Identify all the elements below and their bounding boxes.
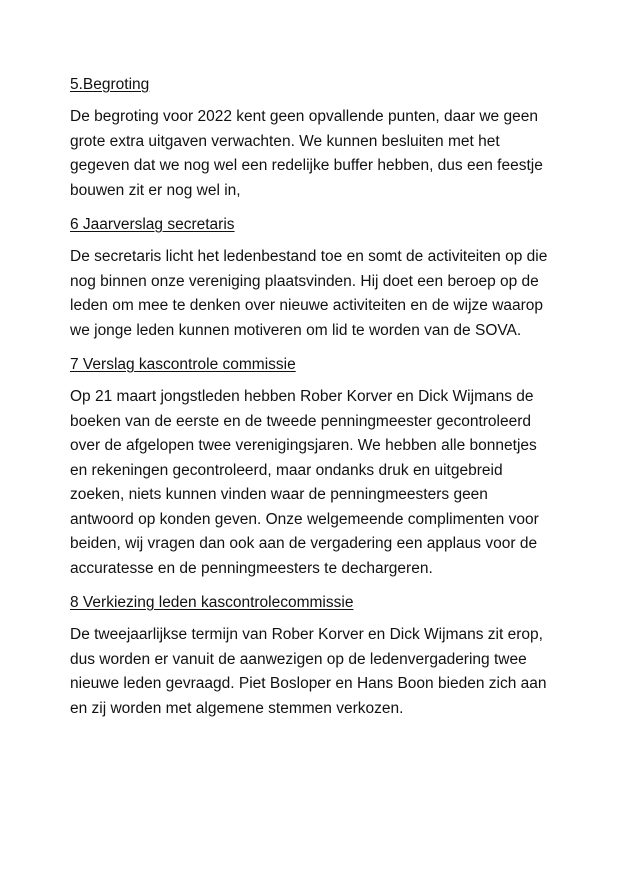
paragraph-line: leden om mee te denken over nieuwe activiteiten en de wijze waarop: [70, 297, 544, 314]
paragraph-line: De secretaris licht het ledenbestand toe en somt de activiteiten op die: [70, 248, 548, 265]
section-jaarverslag-secretaris: [70, 214, 600, 343]
paragraph-line: dus worden er vanuit de aanwezigen op de ledenvergadering twee: [70, 650, 527, 668]
section-heading: 5.Begroting: [70, 76, 150, 93]
paragraph-line: we jonge leden kunnen motiveren om lid te worden van de SOVA.: [70, 321, 522, 339]
paragraph-line: zoeken, niets kunnen vinden waar de penningmeesters geen: [70, 486, 488, 503]
paragraph-line: accuratesse en de penningmeesters te dechargeren.: [70, 559, 433, 577]
paragraph-line: en zij worden met algemene stemmen verkozen.: [70, 699, 404, 717]
paragraph-line: en rekeningen gecontroleerd, maar ondanks druk en uitgebreid: [70, 461, 503, 479]
paragraph-line: grote extra uitgaven verwachten. We kunnen besluiten met het: [70, 132, 500, 150]
paragraph-line: antwoord op konden geven. Onze welgemeende complimenten voor: [70, 510, 539, 528]
section-heading: 8 Verkiezing leden kascontrolecommissie: [70, 594, 354, 611]
section-heading: 7 Verslag kascontrole commissie: [70, 356, 296, 373]
section-heading: 6 Jaarverslag secretaris: [70, 216, 235, 233]
section-paragraph: [70, 245, 600, 343]
document-content: [70, 74, 600, 732]
paragraph-line: boeken van de eerste en de tweede penningmeester gecontroleerd: [70, 412, 532, 430]
paragraph-line: beiden, wij vragen dan ook aan de vergadering een applaus voor de: [70, 535, 538, 552]
paragraph-line: Op 21 maart jongstleden hebben Rober Korver en Dick Wijmans de: [70, 388, 534, 405]
paragraph-line: nog binnen onze vereniging plaatsvinden. Hij doet een beroep op de: [70, 272, 539, 290]
paragraph-line: De tweejaarlijkse termijn van Rober Korver en Dick Wijmans zit erop,: [70, 626, 543, 643]
section-verslag-kascontrole: [70, 354, 600, 581]
paragraph-line: over de afgelopen twee verenigingsjaren. We hebben alle bonnetjes: [70, 437, 537, 454]
paragraph-line: bouwen zit er nog wel in,: [70, 181, 241, 199]
paragraph-line: nieuwe leden gevraagd. Piet Bosloper en Hans Boon bieden zich aan: [70, 675, 547, 692]
section-begroting: [70, 74, 600, 203]
section-paragraph: [70, 105, 600, 203]
paragraph-line: gegeven dat we nog wel een redelijke buffer hebben, dus een feestje: [70, 157, 543, 174]
paragraph-line: De begroting voor 2022 kent geen opvallende punten, daar we geen: [70, 108, 538, 125]
section-paragraph: [70, 623, 600, 721]
section-paragraph: [70, 385, 600, 581]
section-verkiezing-kascontrolecommissie: [70, 592, 600, 721]
